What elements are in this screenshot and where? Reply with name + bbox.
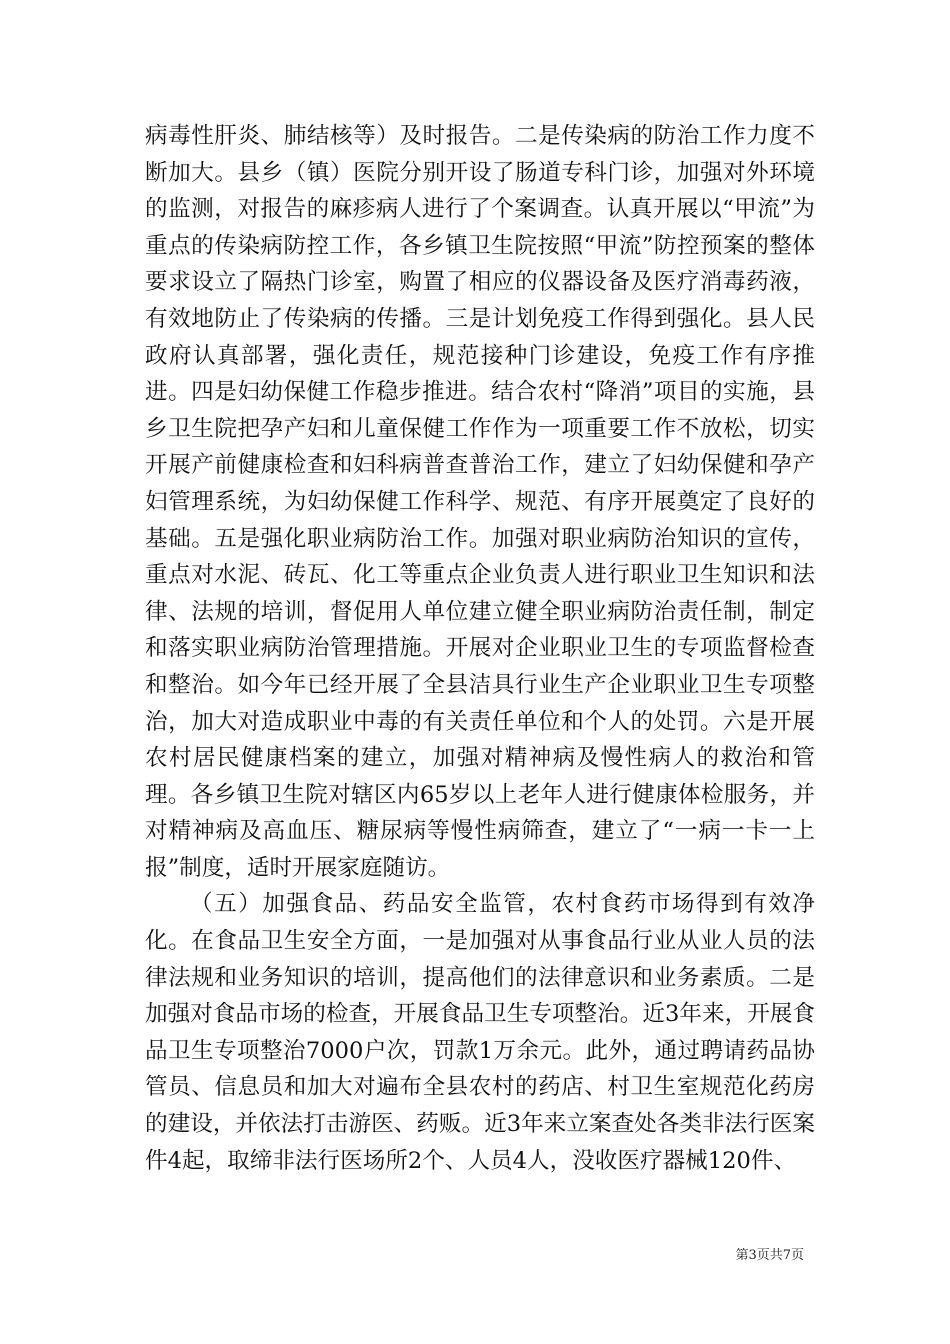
page-number-footer: 第3页共7页 [735, 1248, 804, 1263]
document-body [145, 118, 815, 1179]
paragraph-food-drug-safety: （五）加强食品、药品安全监管，农村食药市场得到有效净化。在食品卫生安全方面，一是加强对从事食品行业从业人员的法律法规和业务知识的培训，提高他们的法律意识和业务素质。二是加强对食品市场的检查，开展食品卫生专项整治。近3年来，开展食品卫生专项整治7000户次，罚款1万余元。此外，通过聘请药品协管员、信息员和加大对遍布全县农村的药店、村卫生室规范化药房的建设，并依法打击游医、药贩。近3年来立案查处各类非法行医案件4起，取缔非法行医场所2个、人员4人，没收医疗器械120件、 [145, 891, 815, 1174]
paragraph-health-work: 病毒性肝炎、肺结核等）及时报告。二是传染病的防治工作力度不断加大。县乡（镇）医院分别开设了肠道专科门诊，加强对外环境的监测，对报告的麻疹病人进行了个案调查。认真开展以“甲流”为重点的传染病防控工作，各乡镇卫生院按照“甲流”防控预案的整体要求设立了隔热门诊室，购置了相应的仪器设备及医疗消毒药液，有效地防止了传染病的传播。三是计划免疫工作得到强化。县人民政府认真部署，强化责任，规范接种门诊建设，免疫工作有序推进。四是妇幼保健工作稳步推进。结合农村“降消”项目的实施，县乡卫生院把孕产妇和儿童保健工作作为一项重要工作不放松，切实开展产前健康检查和妇科病普查普治工作，建立了妇幼保健和孕产妇管理系统，为妇幼保健工作科学、规范、有序开展奠定了良好的基础。五是强化职业病防治工作。加强对职业病防治知识的宣传，重点对水泥、砖瓦、化工等重点企业负责人进行职业卫生知识和法律、法规的培训，督促用人单位建立健全职业病防治责任制，制定和落实职业病防治管理措施。开展对企业职业卫生的专项监督检查和整治。如今年已经开展了全县洁具行业生产企业职业卫生专项整治，加大对造成职业中毒的有关责任单位和个人的处罚。六是开展农村居民健康档案的建立，加强对精神病及慢性病人的救治和管理。各乡镇卫生院对辖区内65岁以上老年人进行健康体检服务，并对精神病及高血压、糖尿病等慢性病筛查，建立了“一病一卡一上报”制度，适时开展家庭随访。 [145, 123, 815, 881]
